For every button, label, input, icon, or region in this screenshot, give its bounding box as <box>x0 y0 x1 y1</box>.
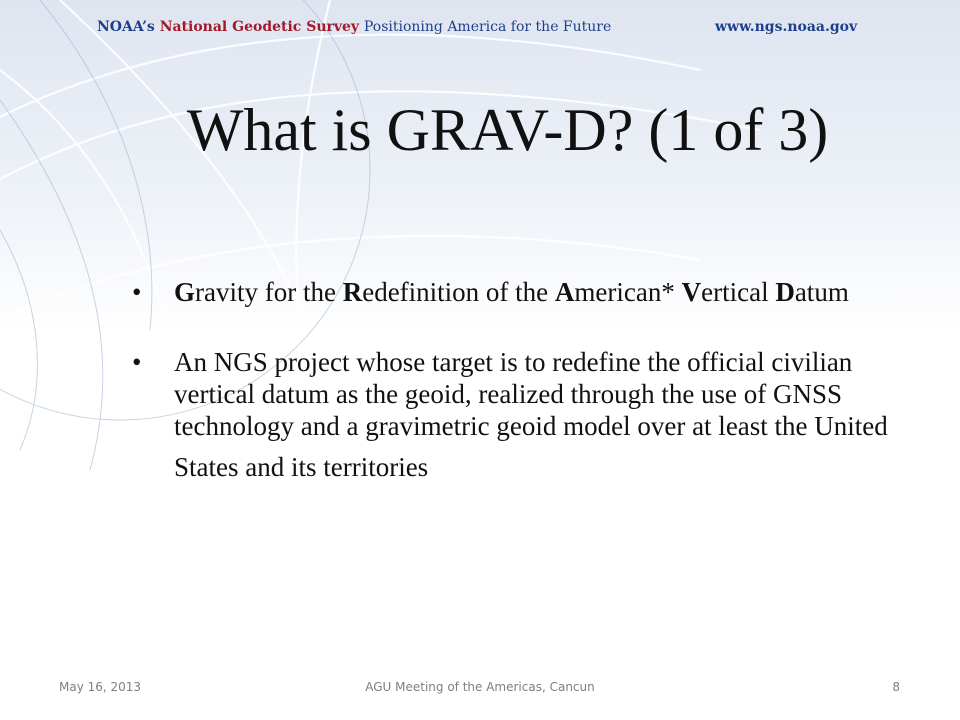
organization-banner <box>97 19 611 35</box>
footer-date: May 16, 2013 <box>59 680 142 694</box>
acronym-initial: D <box>775 277 795 307</box>
acronym-text: merican* <box>574 277 682 307</box>
description-text: An NGS project whose target is to redefine the official civilian vertical datum as the geoid, realized through the use of GNSS technology and a gravimetric geoid model over at least the United <box>174 347 888 441</box>
bullet-item-acronym <box>132 276 892 308</box>
acronym-text: ravity for the <box>195 277 343 307</box>
slide-footer <box>0 680 960 700</box>
slide-number: 8 <box>892 680 900 694</box>
acronym-initial: G <box>174 277 196 307</box>
acronym-initial: R <box>342 277 363 307</box>
website-url: www.ngs.noaa.gov <box>715 19 858 35</box>
description-continuation: States and its territories <box>174 452 429 482</box>
acronym-expansion <box>174 277 849 307</box>
bullet-list <box>132 276 892 483</box>
footer-event: AGU Meeting of the Americas, Cancun <box>365 680 595 694</box>
slide-title: What is GRAV-D? (1 of 3) <box>186 97 829 163</box>
bullet-icon: • <box>132 277 142 307</box>
acronym-initial: V <box>681 277 702 307</box>
ngs-name: National Geodetic Survey <box>159 19 360 35</box>
acronym-text: ertical <box>701 277 776 307</box>
slide-header <box>0 19 960 41</box>
acronym-text: atum <box>794 277 849 307</box>
acronym-text: edefinition of the <box>362 277 555 307</box>
tagline: Positioning America for the Future <box>363 19 612 35</box>
bullet-icon: • <box>132 347 142 377</box>
bullet-item-description <box>132 346 892 483</box>
acronym-initial: A <box>554 277 575 307</box>
noaa-label: NOAA’s <box>97 19 155 35</box>
